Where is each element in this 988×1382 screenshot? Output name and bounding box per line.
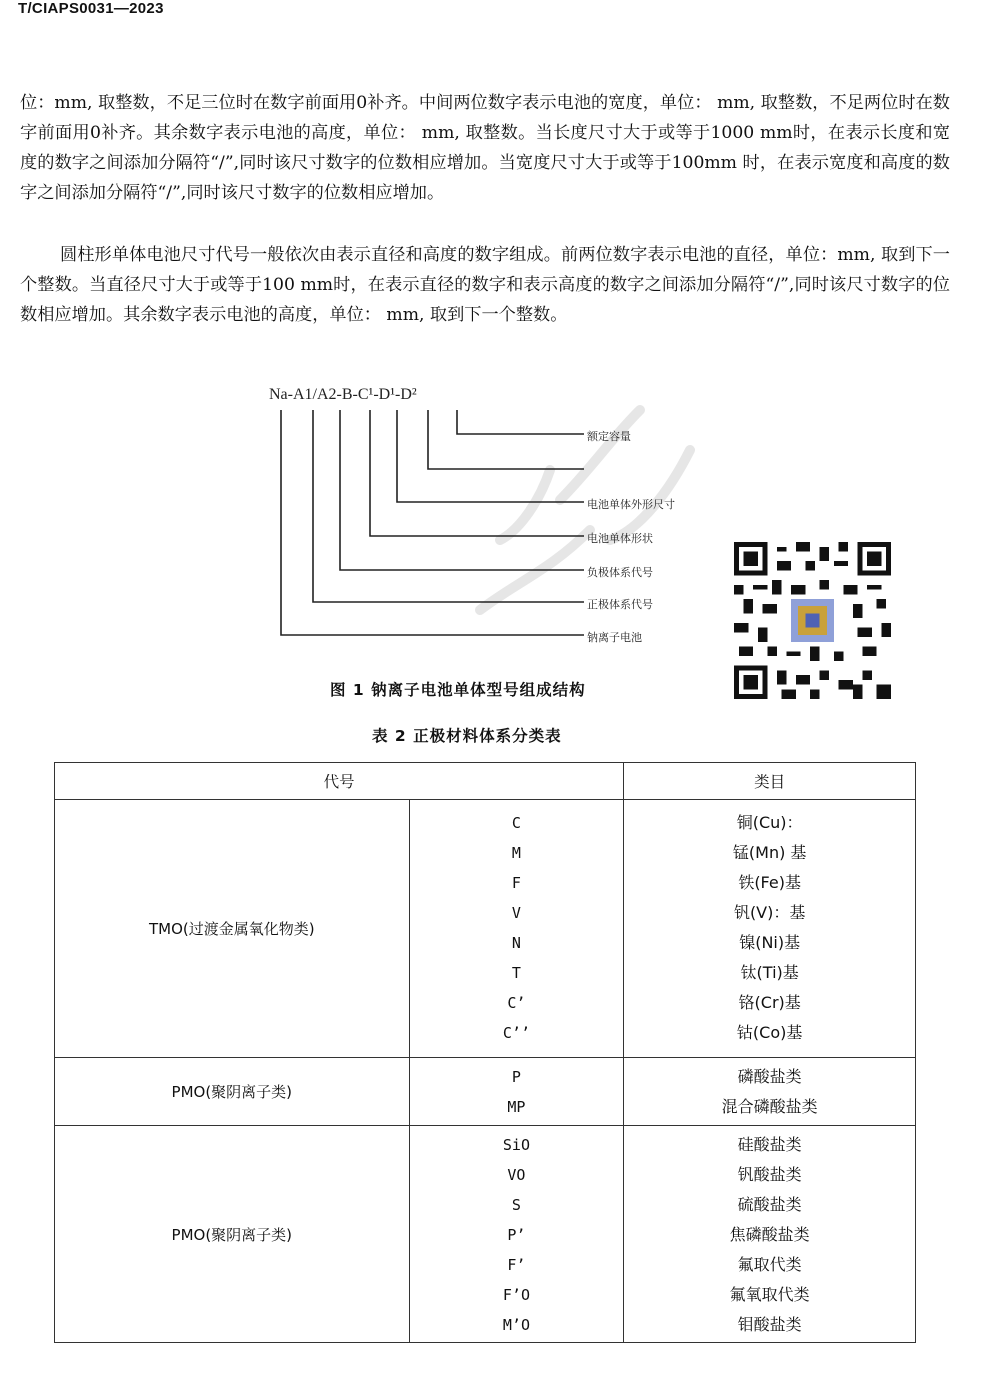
paragraph-dimension-code-prismatic: 位：mm, 取整数，不足三位时在数字前面用0补齐。中间两位数字表示电池的宽度，单位： mm, 取整数，不足两位时在数字前面用0补齐。其余数字表示电池的高度，单位： mm, 取整数。当长度尺寸大于或等于1000 mm时，在表示长度和宽度的数字之间添加分隔符“/”,同时该尺寸数字的位数相应增加。当宽度尺寸大于或等于100mm 时，在表示宽度和高度的数字之间添加分隔符“/”,同时该尺寸数字的位数相应增加。: [20, 93, 950, 203]
leader-line-capacity: [457, 410, 584, 434]
category-cell: [624, 1126, 916, 1343]
category-item: 焦磷酸盐类: [729, 1225, 810, 1244]
code-item: M’O: [502, 1316, 530, 1334]
code-item: N: [511, 934, 521, 952]
diagram-leader-lines: [260, 382, 720, 672]
paragraph-dimension-code-cylindrical: 圆柱形单体电池尺寸代号一般依次由表示直径和高度的数字组成。前两位数字表示电池的直径，单位：mm, 取到下一个整数。当直径尺寸大于或等于100 mm时，在表示直径的数字和表示高度的数字之间添加分隔符“/”,同时该尺寸数字的位数相应增加。其余数字表示电池的高度，单位： mm, 取到下一个整数。: [20, 245, 950, 325]
category-item: 铬(Cr)基: [738, 993, 801, 1012]
code-item: F’: [507, 1256, 526, 1274]
category-item: 钴(Co)基: [736, 1023, 803, 1042]
category-item: 钛(Ti)基: [740, 963, 799, 982]
label-positive-system: 正极体系代号: [587, 598, 653, 611]
code-item: VO: [507, 1166, 526, 1184]
header-category: 类目: [624, 763, 916, 800]
cathode-material-table: [54, 762, 916, 1343]
code-item: MP: [507, 1098, 526, 1116]
category-item: 铜(Cu)：: [736, 813, 803, 832]
category-item: 锰(Mn) 基: [732, 843, 807, 862]
label-rated-capacity: 额定容量: [587, 430, 631, 443]
code-cell: [409, 800, 624, 1058]
table-row-group: [55, 800, 916, 1058]
category-item: 磷酸盐类: [737, 1067, 802, 1086]
code-item: M: [511, 844, 521, 862]
category-cell: [624, 800, 916, 1058]
category-item: 钼酸盐类: [737, 1315, 802, 1334]
code-item: F’O: [502, 1286, 530, 1304]
code-item: SiO: [502, 1136, 530, 1154]
category-item: 钒酸盐类: [737, 1165, 802, 1184]
category-item: 混合磷酸盐类: [721, 1097, 818, 1116]
category-item: 硅酸盐类: [737, 1135, 802, 1154]
table-header-row: [55, 763, 916, 800]
label-cell-dimension: 电池单体外形尺寸: [587, 498, 675, 511]
code-cell: [409, 1058, 624, 1126]
category-item: 钒(V)：基: [733, 903, 806, 922]
code-item: V: [511, 904, 521, 922]
category-item: 铁(Fe)基: [738, 873, 801, 892]
code-item: S: [511, 1196, 521, 1214]
table-row-group: [55, 1058, 916, 1126]
label-cell-shape: 电池单体形状: [587, 532, 653, 545]
category-item: 镍(Ni)基: [739, 933, 801, 952]
leader-line-shape: [370, 410, 584, 536]
code-item: P: [511, 1068, 521, 1086]
model-structure-diagram: [260, 382, 720, 672]
category-item: 氟氧取代类: [729, 1285, 810, 1304]
figure-1-caption: 图 1 钠离子电池单体型号组成结构: [330, 681, 586, 699]
category-item: 硫酸盐类: [737, 1195, 802, 1214]
category-item: 氟取代类: [737, 1255, 802, 1274]
code-cell: [409, 1126, 624, 1343]
label-sodium-ion-battery: 钠离子电池: [587, 631, 642, 644]
qr-code-image[interactable]: [730, 542, 895, 699]
model-code-label: Na-A1/A2-B-C¹-D¹-D²: [269, 386, 417, 403]
group-label-pmo: PMO(聚阴离子类): [55, 1058, 410, 1126]
document-id-header: T/CIAPS0031—2023: [18, 0, 164, 17]
category-cell: [624, 1058, 916, 1126]
group-label-tmo: TMO(过渡金属氧化物类): [55, 800, 410, 1058]
code-item: C’’: [502, 1024, 530, 1042]
code-item: P’: [507, 1226, 526, 1244]
header-code: 代号: [55, 763, 624, 800]
group-label-pmo-2: PMO(聚阴离子类): [55, 1126, 410, 1343]
code-item: T: [511, 964, 521, 982]
label-negative-system: 负极体系代号: [587, 566, 653, 579]
leader-line-positive: [313, 410, 584, 602]
code-item: F: [511, 874, 521, 892]
code-item: C’: [507, 994, 526, 1012]
code-item: C: [511, 814, 521, 832]
table-2-caption: 表 2 正极材料体系分类表: [372, 727, 562, 745]
table-row-group: [55, 1126, 916, 1343]
leader-line-dimension: [428, 410, 584, 469]
leader-line-outline-size: [397, 410, 584, 502]
